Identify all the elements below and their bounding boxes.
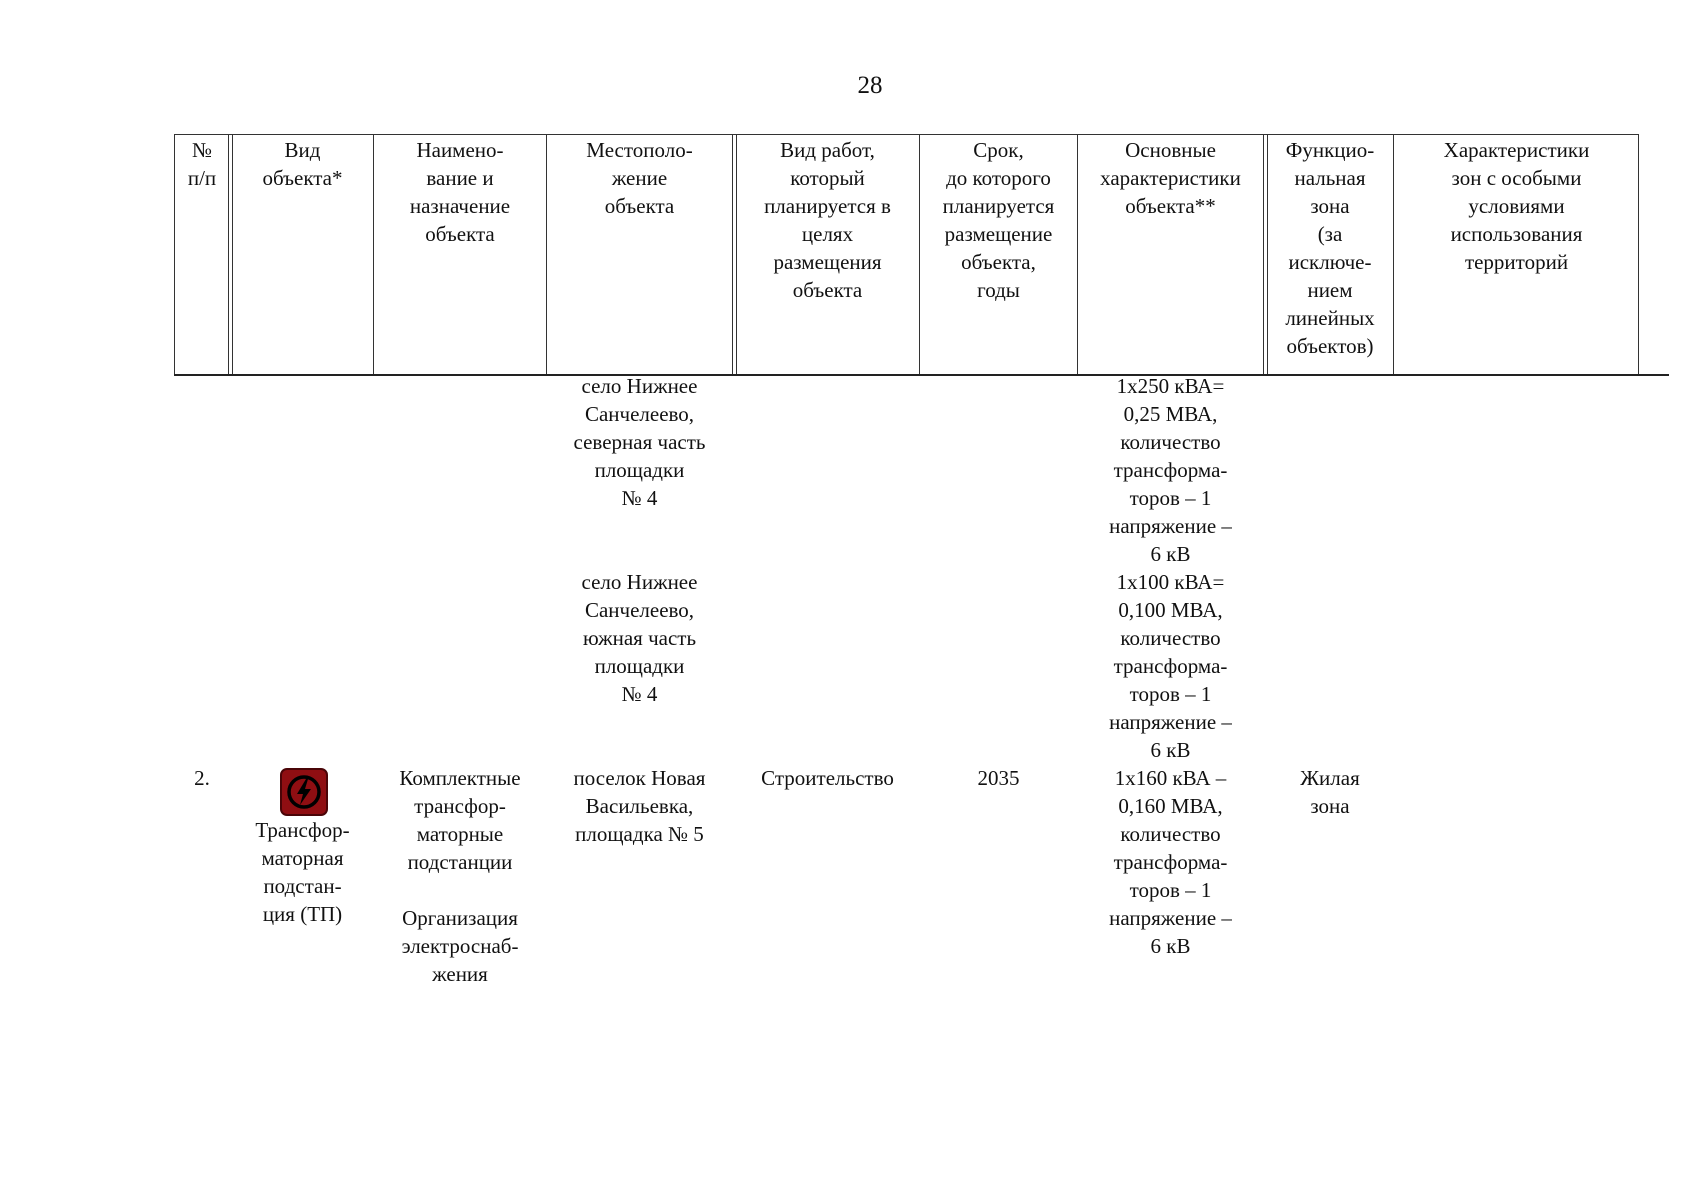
location-cell: село Нижнее Санчелеево, южная часть площадки № 4 <box>581 570 698 706</box>
work-type-cell: Строительство <box>761 766 894 790</box>
characteristics-cell: 1х160 кВА – 0,160 МВА, количество трансформа- торов – 1 напряжение – 6 кВ <box>1109 766 1232 958</box>
header-work-type: Вид работ, который планируется в целях размещения объекта <box>764 138 891 302</box>
header-location: Местополо- жение объекта <box>586 138 693 218</box>
functional-zone-cell: Жилая зона <box>1300 766 1360 818</box>
location-cell: поселок Новая Васильевка, площадка № 5 <box>573 766 706 846</box>
header-number: № п/п <box>187 138 217 190</box>
header-object-type: Вид объекта* <box>262 138 343 190</box>
term-cell: 2035 <box>977 766 1020 790</box>
header-term: Срок, до которого планируется размещение объекта, годы <box>942 138 1055 302</box>
characteristics-cell: 1х100 кВА= 0,100 МВА, количество трансформа- торов – 1 напряжение – 6 кВ <box>1109 570 1232 762</box>
header-bottom-rule <box>174 374 1669 376</box>
location-cell: село Нижнее Санчелеево, северная часть площадки № 4 <box>573 374 706 510</box>
object-purpose: Организация электроснаб- жения <box>401 906 519 986</box>
header-special-zones: Характеристики зон с особыми условиями использования территорий <box>1443 138 1590 274</box>
header-functional-zone: Функцио- нальная зона (за исключе- нием линейных объектов) <box>1285 138 1375 358</box>
object-name: Комплектные трансфор- маторные подстанции <box>399 766 521 874</box>
characteristics-cell: 1х250 кВА= 0,25 МВА, количество трансформа- торов – 1 напряжение – 6 кВ <box>1109 374 1232 566</box>
lightning-circle-icon <box>282 770 326 814</box>
transformer-substation-icon <box>280 768 328 816</box>
page-number: 28 <box>857 72 883 99</box>
row-number: 2. <box>194 766 210 790</box>
header-name-purpose: Наимено- вание и назначение объекта <box>409 138 511 246</box>
object-type-label: Трансфор- маторная подстан- ция (ТП) <box>255 818 350 926</box>
header-main-characteristics: Основные характеристики объекта** <box>1100 138 1241 218</box>
